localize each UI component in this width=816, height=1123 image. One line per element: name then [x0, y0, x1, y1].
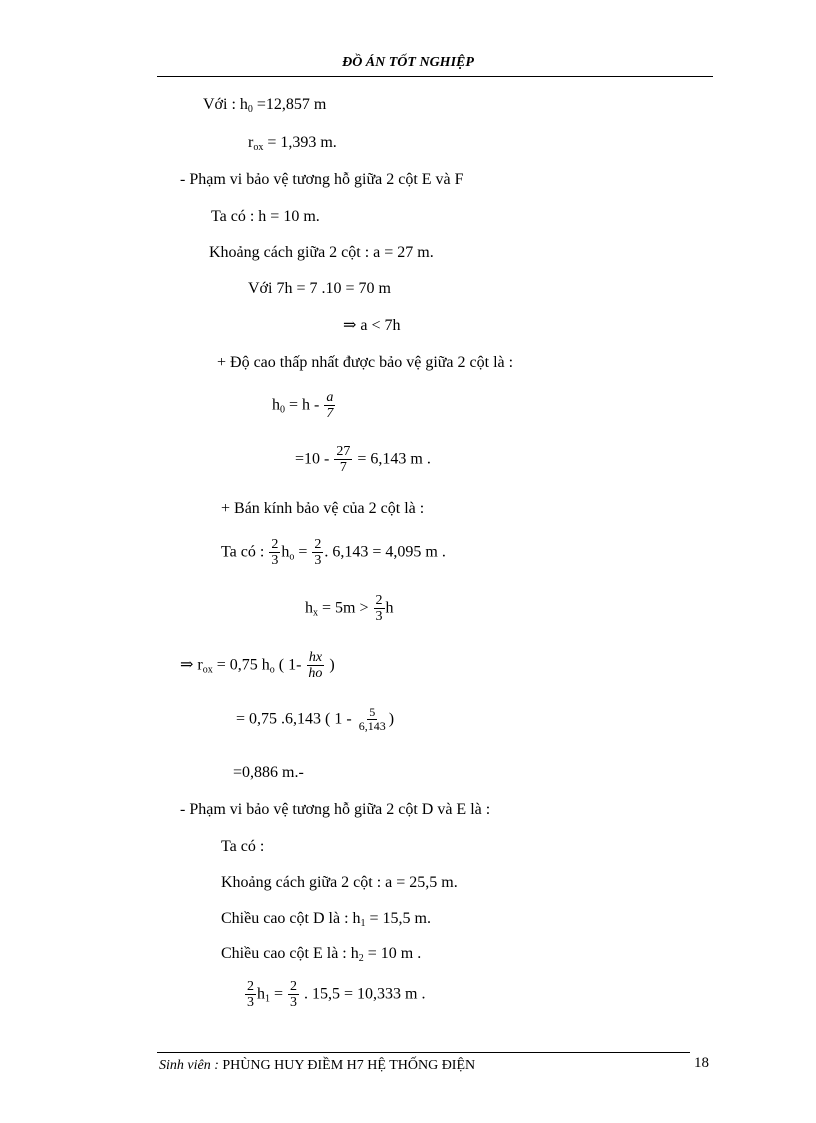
formula-line: $h_x = 5m$ > $\frac{2}{3}$ h: [305, 593, 394, 625]
formula-line: ⇒ $r_{ox} = 0,75$ $h_o$ ( 1- $\frac{hx}{ho}$ ): [180, 650, 335, 682]
page-header-title: ĐỒ ÁN TỐT NGHIỆP: [342, 55, 474, 70]
text-line: Khoảng cách giữa 2 cột : a = 25,5 m.: [221, 874, 458, 891]
footer-text: PHÙNG HUY ĐIỀM H7 HỆ THỐNG ĐIỆN: [222, 1058, 476, 1073]
formula-line: $\frac{2}{3}$ $h_1$ = $\frac{2}{3}$ . 15,5 = 10,333 m .: [247, 979, 426, 1011]
fraction: $\frac{2}{3}$: [247, 979, 254, 1011]
text-line: Chiều cao cột D là : $h_1 = 15,5$ m.: [221, 910, 431, 929]
text-line: + Độ cao thấp nhất được bảo vệ giữa 2 cột là :: [217, 354, 514, 371]
fraction: $\frac{hx}{ho}$: [308, 650, 323, 682]
fraction: $\frac{5}{6,143}$: [358, 705, 386, 734]
text-line: + Bán kính bảo vệ của 2 cột là :: [221, 500, 425, 517]
fraction: $\frac{2}{3}$: [375, 593, 383, 625]
text-line: =0,886 m.-: [233, 764, 304, 781]
footer-rule: [157, 1052, 690, 1053]
formula-line: = 0,75 .6,143 ( 1 - $\frac{5}{6,143}$ ): [236, 705, 395, 734]
fraction: $\frac{27}{7}$: [336, 444, 351, 476]
fraction: $\frac{2}{3}$: [314, 537, 322, 569]
text-line: Chiều cao cột E là : $h_2 = 10$ m .: [221, 945, 422, 964]
header-rule: [157, 76, 713, 77]
implication-line: ⇒ a < 7h: [343, 317, 401, 334]
bullet-line: - Phạm vi bảo vệ tương hỗ giữa 2 cột E và F: [180, 171, 464, 188]
text-line: Với : $h_0 =12,857$ m: [203, 96, 327, 115]
footer-label: Sinh viên :: [159, 1058, 223, 1073]
fraction: $\frac{a}{7}$: [326, 390, 334, 422]
bullet-line: - Phạm vi bảo vệ tương hỗ giữa 2 cột D và E là :: [180, 801, 491, 818]
text-line: $r_{ox} = 1,393$ m.: [248, 134, 337, 153]
fraction: $\frac{2}{3}$: [271, 537, 279, 569]
text-line: Ta có : h = 10 m.: [211, 208, 320, 225]
formula-line: =10 - $\frac{27}{7}$ = 6,143 m .: [295, 444, 431, 476]
formula-line: Ta có : $\frac{2}{3}$ $h_o$ = $\frac{2}{3}$ . 6,143 = 4,095 m .: [221, 537, 446, 569]
text-line: Với 7h = 7 .10 = 70 m: [248, 280, 391, 297]
footer-student: [159, 1059, 475, 1073]
fraction: $\frac{2}{3}$: [290, 979, 298, 1011]
formula-line: $h_0 = h$ - $\frac{a}{7}$: [272, 390, 334, 422]
text-line: Ta có :: [221, 838, 265, 855]
text-line: Khoảng cách giữa 2 cột : a = 27 m.: [209, 244, 434, 261]
page-number: 18: [694, 1055, 709, 1071]
